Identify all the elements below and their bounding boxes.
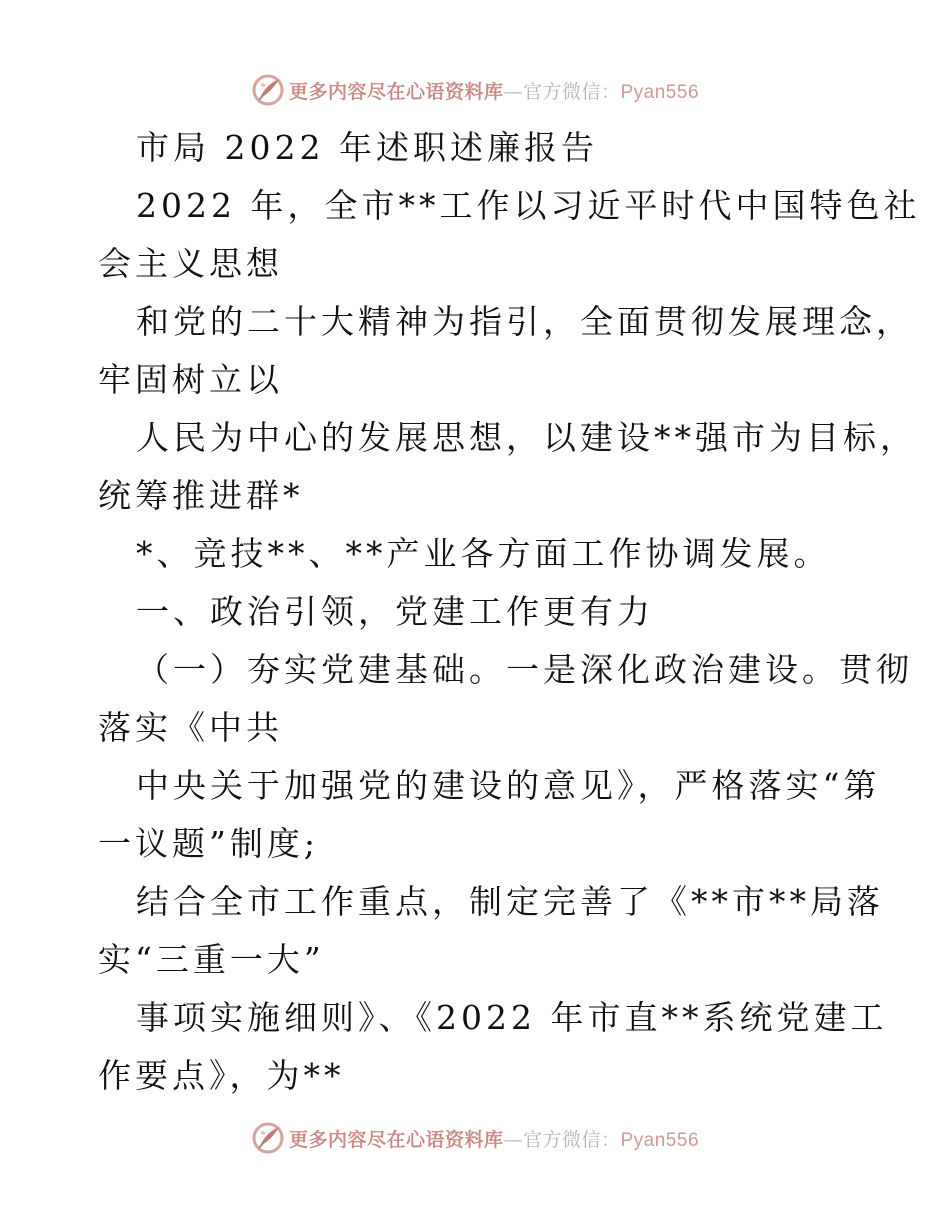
quill-logo-icon [251,1121,285,1155]
paragraph-line: *、竞技**、**产业各方面工作协调发展。 [136,534,831,573]
paragraph-line: 中央关于加强党的建设的意见》，严格落实“第 [136,766,881,805]
watermark-account: Pyan556 [620,81,700,103]
quill-logo-icon [251,73,285,107]
watermark-official-label: 官方微信： [522,80,621,103]
paragraph-line: 事项实施细则》、《2022 年市直**系统党建工 [136,998,888,1037]
paragraph-line: 统筹推进群* [98,476,304,515]
paragraph-line: 实“三重一大” [98,940,325,979]
paragraph-line: （一）夯实党建基础。一是深化政治建设。贯彻 [136,650,913,689]
paragraph-line: 人民为中心的发展思想，以建设**强市为目标， [136,418,917,457]
watermark-brand: 更多内容尽在心语资料库 [288,80,504,103]
watermark-text [289,1125,699,1152]
paragraph-line: 和党的二十大精神为指引，全面贯彻发展理念， [136,302,913,341]
paragraph-line: 一议题”制度; [98,824,319,863]
watermark-account: Pyan556 [620,1129,700,1151]
footer-watermark [0,1118,950,1158]
watermark-text [289,77,699,104]
paragraph-line: 作要点》，为** [98,1056,345,1095]
section-heading: 一、政治引领，党建工作更有力 [136,592,654,631]
watermark-separator: — [503,1128,523,1151]
watermark-official-label: 官方微信： [522,1128,621,1151]
paragraph-line: 落实《中共 [98,708,283,747]
document-title: 市局 2022 年述职述廉报告 [136,128,598,167]
paragraph-line: 2022 年，全市**工作以习近平时代中国特色社 [136,186,921,225]
paragraph-line: 牢固树立以 [98,360,283,399]
watermark-brand: 更多内容尽在心语资料库 [288,1128,504,1151]
watermark-separator: — [503,80,523,103]
paragraph-line: 结合全市工作重点，制定完善了《**市**局落 [136,882,884,921]
header-watermark [0,70,950,110]
paragraph-line: 会主义思想 [98,244,283,283]
